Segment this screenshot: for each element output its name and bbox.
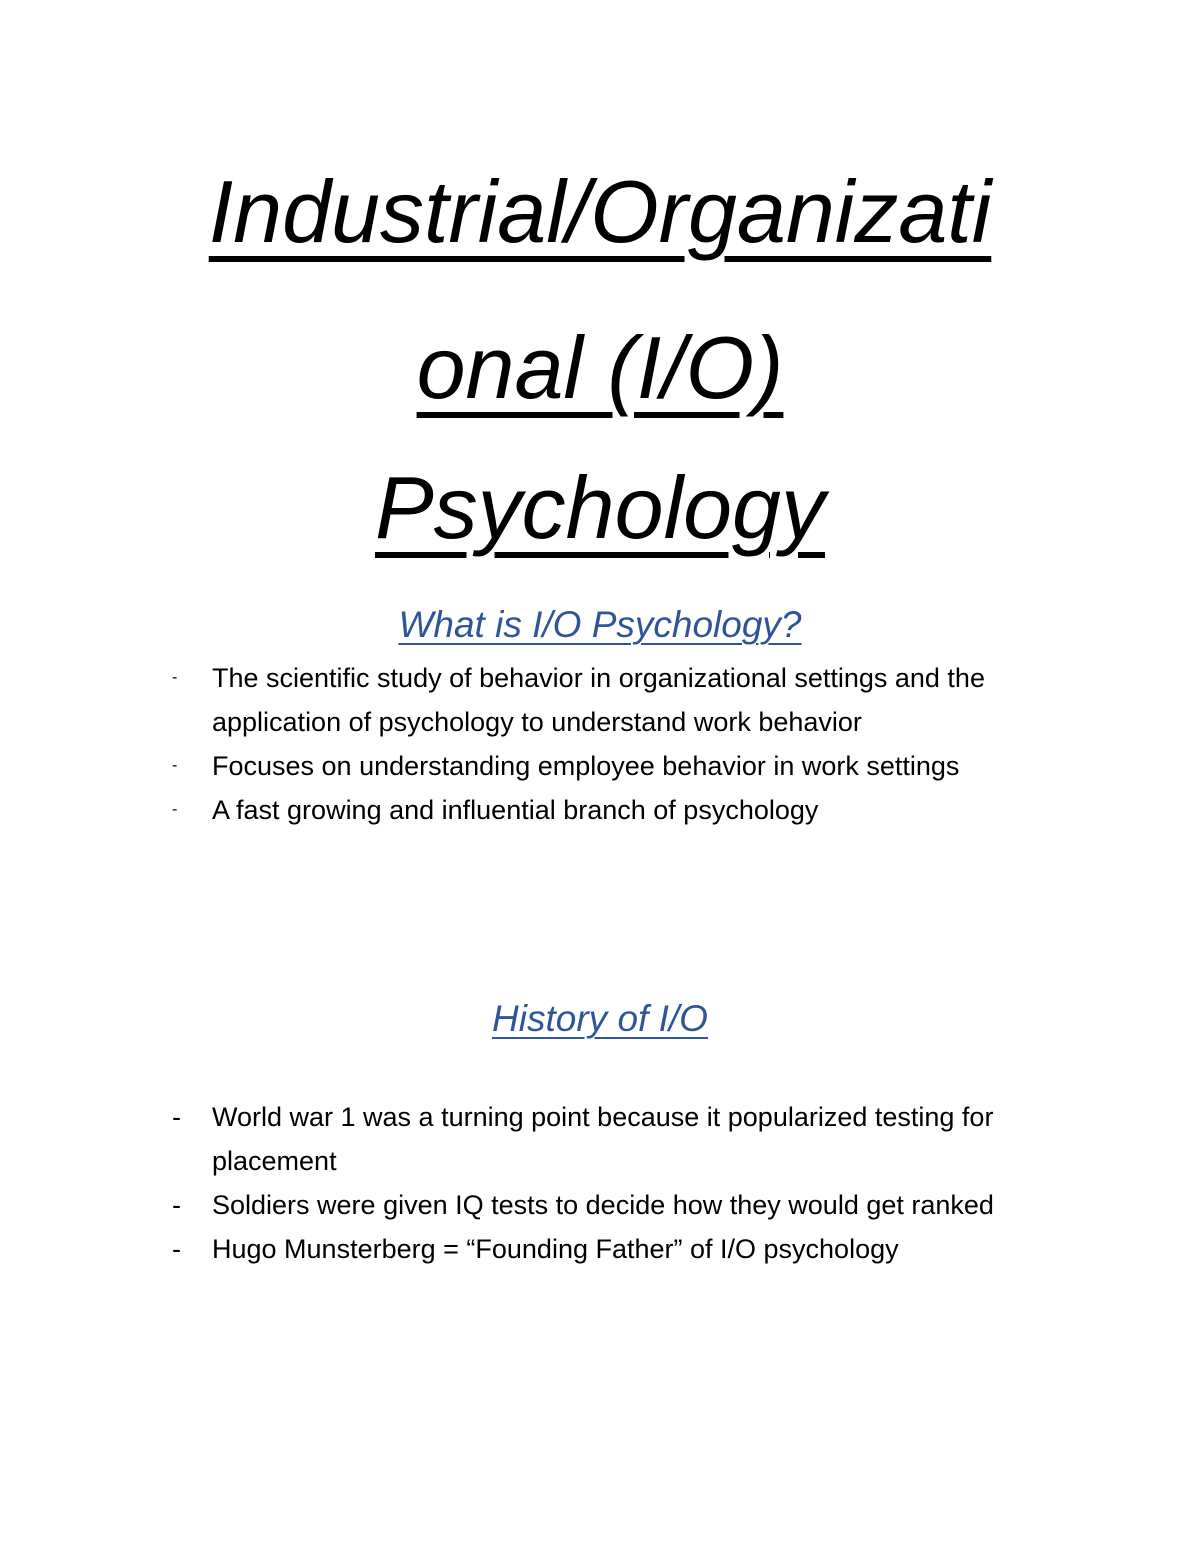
title-line-2 (0, 318, 1200, 418)
list-item-text: A fast growing and influential branch of psychology (212, 795, 819, 825)
title-text-2: onal (I/O) (416, 318, 784, 417)
what-is-bullet-list (170, 656, 1070, 832)
section-heading-history: History of I/O (492, 998, 708, 1039)
list-item (170, 656, 1070, 744)
bullet-dash: - (172, 1234, 181, 1264)
title-text-1: Industrial/Organizati (208, 162, 992, 261)
list-item-text: World war 1 was a turning point because it popularized testing for placement (212, 1102, 994, 1176)
bullet-dash: - (172, 801, 178, 818)
list-item-text: Soldiers were given IQ tests to decide how they would get ranked (212, 1190, 994, 1220)
list-item (170, 1227, 1070, 1271)
section-heading-what-is: What is I/O Psychology? (398, 604, 802, 645)
bullet-dash: - (172, 1190, 181, 1220)
list-item (170, 788, 1070, 832)
list-item-text: The scientific study of behavior in organizational settings and the application of psychology to understand work behavior (212, 663, 985, 737)
bullet-dash: - (172, 1102, 181, 1132)
title-line-3 (0, 458, 1200, 558)
bullet-dash: - (172, 669, 178, 686)
bullet-dash: - (172, 757, 178, 774)
list-item (170, 744, 1070, 788)
list-item-text: Hugo Munsterberg = “Founding Father” of I/O psychology (212, 1234, 899, 1264)
title-text-3: Psychology (374, 458, 825, 557)
history-bullet-list (170, 1095, 1070, 1271)
list-item (170, 1095, 1070, 1183)
list-item (170, 1183, 1070, 1227)
list-item-text: Focuses on understanding employee behavior in work settings (212, 751, 960, 781)
title-line-1 (0, 162, 1200, 262)
